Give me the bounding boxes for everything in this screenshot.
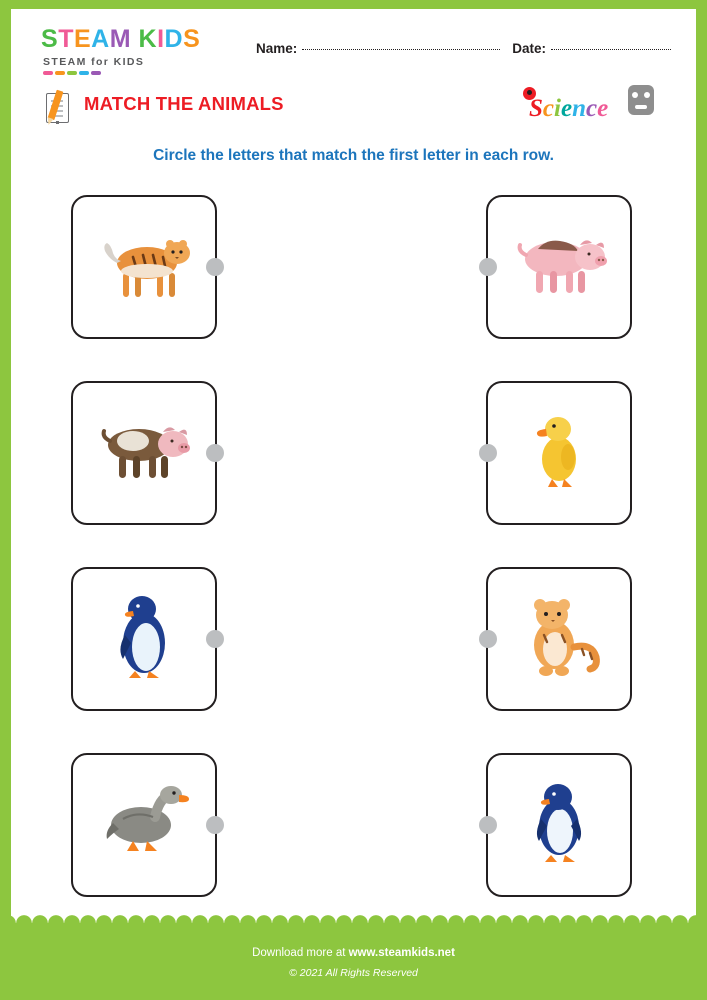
animal-card-tiger[interactable] <box>71 195 217 339</box>
instruction-text: Circle the letters that match the first letter in each row. <box>153 147 554 164</box>
footer-download-text <box>0 947 707 959</box>
science-letter: n <box>572 95 586 122</box>
logo-letter: T <box>58 25 74 53</box>
science-letter: c <box>585 95 598 122</box>
penguin-image <box>89 587 199 692</box>
logo-letter: D <box>164 25 184 53</box>
science-letter: e <box>597 95 609 122</box>
page-border-top <box>0 0 707 9</box>
robot-icon <box>628 85 654 115</box>
logo-letter: S <box>183 25 201 53</box>
page-footer <box>0 923 707 1000</box>
date-label: Date: <box>512 41 546 56</box>
goose-image <box>89 773 199 878</box>
match-row <box>71 195 636 339</box>
connector-knob[interactable] <box>479 258 497 276</box>
animal-card-penguin[interactable] <box>486 753 632 897</box>
logo-letter: M <box>109 25 132 53</box>
logo-letter: S <box>41 25 59 53</box>
match-grid <box>11 195 696 897</box>
science-logo <box>521 83 656 133</box>
science-letter: c <box>542 95 555 122</box>
logo-tagline: STEAM for KIDS <box>43 56 145 68</box>
connector-knob[interactable] <box>479 444 497 462</box>
page-border-left <box>0 0 11 1000</box>
science-letter: e <box>560 95 573 122</box>
science-wordmark <box>529 95 608 123</box>
name-label: Name: <box>256 41 298 56</box>
logo-wordmark <box>41 27 231 52</box>
pig-image <box>504 215 614 320</box>
connector-knob[interactable] <box>479 630 497 648</box>
page-content <box>11 9 696 1000</box>
science-letter: i <box>554 95 561 122</box>
tiger-image <box>89 215 199 320</box>
worksheet-pencil-icon <box>43 91 71 125</box>
footer-scallop-edge <box>0 915 707 931</box>
pig-image <box>89 401 199 506</box>
science-letter: S <box>529 95 543 122</box>
animal-card-penguin[interactable] <box>71 567 217 711</box>
animal-card-tiger-cub[interactable] <box>486 567 632 711</box>
logo-letter: K <box>138 25 158 53</box>
penguin-image <box>504 773 614 878</box>
connector-knob[interactable] <box>206 816 224 834</box>
animal-card-pig[interactable] <box>71 381 217 525</box>
match-row <box>71 567 636 711</box>
logo-letter: I <box>157 25 165 53</box>
match-row <box>71 381 636 525</box>
animal-card-pig[interactable] <box>486 195 632 339</box>
page-title: MATCH THE ANIMALS <box>84 93 284 114</box>
connector-knob[interactable] <box>206 630 224 648</box>
tiger-cub-image <box>504 587 614 692</box>
name-date-row <box>256 41 671 56</box>
page-header <box>11 9 696 81</box>
match-row <box>71 753 636 897</box>
footer-url[interactable]: www.steamkids.net <box>348 947 455 959</box>
connector-knob[interactable] <box>479 816 497 834</box>
title-row <box>11 81 696 141</box>
date-input-line[interactable] <box>551 48 671 50</box>
connector-knob[interactable] <box>206 444 224 462</box>
animal-card-duck[interactable] <box>486 381 632 525</box>
logo-color-bars <box>43 71 101 75</box>
animal-card-goose[interactable] <box>71 753 217 897</box>
footer-download-prefix: Download more at <box>252 947 349 959</box>
footer-copyright: © 2021 All Rights Reserved <box>289 967 418 979</box>
connector-knob[interactable] <box>206 258 224 276</box>
duck-image <box>504 401 614 506</box>
steam-kids-logo <box>41 27 231 68</box>
logo-letter: E <box>73 25 92 53</box>
page-border-right <box>696 0 707 1000</box>
logo-letter: A <box>91 25 110 53</box>
name-input-line[interactable] <box>302 48 500 50</box>
